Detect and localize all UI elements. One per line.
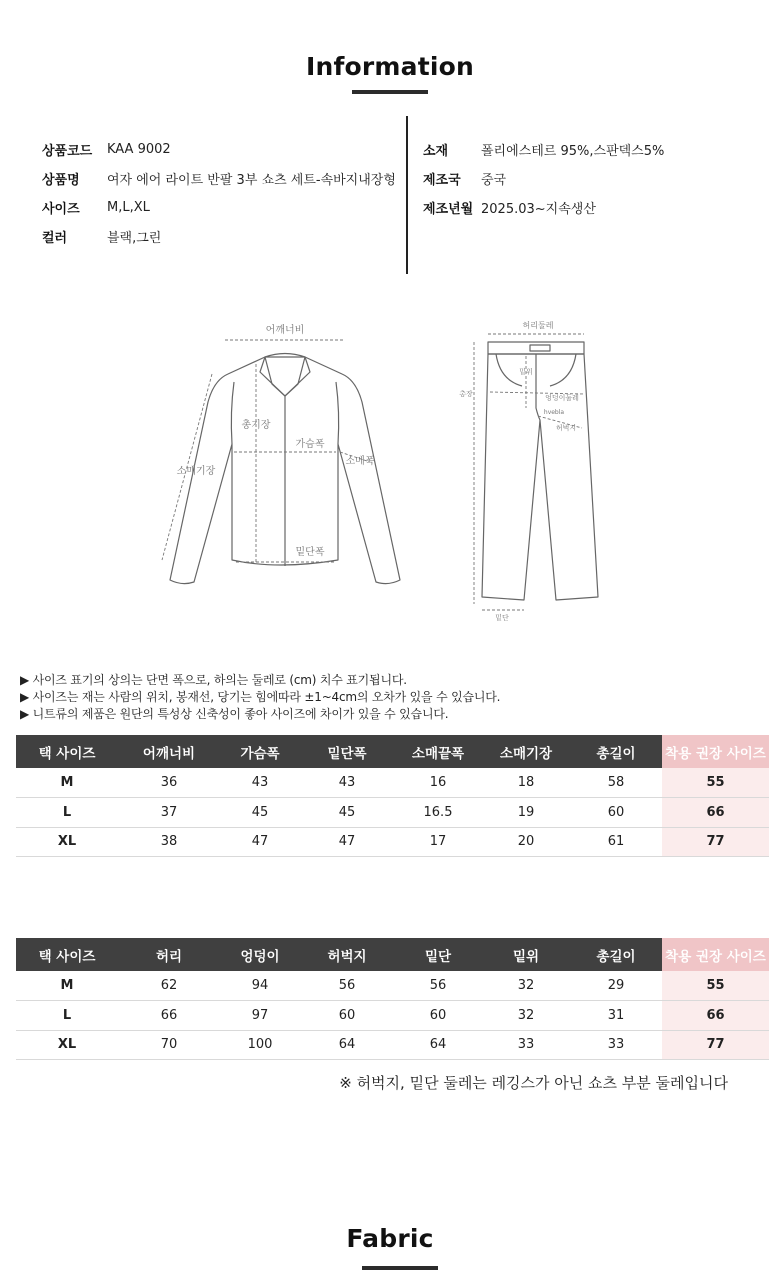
table-cell-recommended: 55 <box>662 768 769 798</box>
table-cell: M <box>16 971 118 1001</box>
bottom-size-table <box>16 938 769 1060</box>
info-value: 폴리에스테르 95%,스판덱스5% <box>481 144 665 159</box>
pants-measurement-diagram <box>452 312 612 622</box>
table-cell-recommended: 66 <box>662 1001 769 1031</box>
table-cell: 64 <box>300 1030 394 1060</box>
table-cell: 33 <box>570 1030 662 1060</box>
size-notes <box>20 672 500 723</box>
table-cell: 61 <box>570 827 662 857</box>
table-cell: 47 <box>300 827 394 857</box>
table-cell: 18 <box>482 768 570 798</box>
header-hem: 밑단폭 <box>300 735 394 768</box>
info-row-product-code <box>42 135 396 164</box>
table-cell: 70 <box>118 1030 220 1060</box>
table-row <box>16 798 769 828</box>
table-header-row <box>16 938 769 971</box>
table-cell: 58 <box>570 768 662 798</box>
header-waist: 허리 <box>118 938 220 971</box>
header-thigh: 허벅지 <box>300 938 394 971</box>
table-row <box>16 1030 769 1060</box>
table-row <box>16 971 769 1001</box>
info-row-product-name <box>42 164 396 193</box>
note-line: ▶ 니트류의 제품은 원단의 특성상 신축성이 좋아 사이즈에 차이가 있을 수 있습니다. <box>20 707 449 721</box>
product-info-left <box>42 135 396 251</box>
table-cell: 56 <box>300 971 394 1001</box>
table-cell: 64 <box>394 1030 482 1060</box>
table-cell: 17 <box>394 827 482 857</box>
product-info-right <box>423 135 664 222</box>
table-cell: 66 <box>118 1001 220 1031</box>
info-key: 제조국 <box>423 173 461 188</box>
table-cell-recommended: 55 <box>662 971 769 1001</box>
table-cell: 62 <box>118 971 220 1001</box>
header-total-length: 총길이 <box>570 938 662 971</box>
table-header-row <box>16 735 769 768</box>
sleeve-length-label: 소매기장 <box>176 466 216 477</box>
info-row-color <box>42 222 396 251</box>
info-value: 2025.03~지속생산 <box>481 202 596 217</box>
table-cell: 60 <box>394 1001 482 1031</box>
info-value: M,L,XL <box>107 200 150 215</box>
info-value: KAA 9002 <box>107 142 171 157</box>
header-tag-size: 택 사이즈 <box>16 735 118 768</box>
header-hem: 밑단 <box>394 938 482 971</box>
table-cell: 37 <box>118 798 220 828</box>
note-line: ▶ 사이즈 표기의 상의는 단면 폭으로, 하의는 둘레로 (cm) 치수 표기됩니다. <box>20 673 407 687</box>
shoulder-label: 어깨너비 <box>265 325 305 336</box>
header-shoulder: 어깨너비 <box>118 735 220 768</box>
table-cell: 56 <box>394 971 482 1001</box>
table-row <box>16 1001 769 1031</box>
waist-label: 허리둘레 <box>522 321 554 330</box>
table-cell: 94 <box>220 971 300 1001</box>
table-cell: 97 <box>220 1001 300 1031</box>
table-cell: 43 <box>300 768 394 798</box>
info-divider <box>406 116 408 274</box>
info-row-country <box>423 164 664 193</box>
table-cell: 43 <box>220 768 300 798</box>
thigh-label: 허벅지 <box>555 424 577 432</box>
table-cell: L <box>16 1001 118 1031</box>
table-cell: M <box>16 768 118 798</box>
table-cell-recommended: 77 <box>662 827 769 857</box>
table-cell: 45 <box>220 798 300 828</box>
fabric-title-underline <box>362 1266 438 1270</box>
header-total-length: 총길이 <box>570 735 662 768</box>
table-cell: 19 <box>482 798 570 828</box>
table-cell: L <box>16 798 118 828</box>
header-chest: 가슴폭 <box>220 735 300 768</box>
info-row-manufacture-date <box>423 193 664 222</box>
total-length-label: 총기장 <box>241 420 271 431</box>
table-cell: 45 <box>300 798 394 828</box>
info-key: 소재 <box>423 144 449 159</box>
fabric-title: Fabric <box>346 1224 434 1253</box>
thigh-small-label: hvebla <box>543 409 565 416</box>
note-line: ▶ 사이즈는 재는 사람의 위치, 봉재선, 당기는 힘에따라 ±1~4cm의 오차가 있을 수 있습니다. <box>20 690 501 704</box>
header-sleeve-length: 소매기장 <box>482 735 570 768</box>
info-key: 상품코드 <box>42 144 93 159</box>
info-key: 사이즈 <box>42 202 80 217</box>
table-cell: 60 <box>570 798 662 828</box>
table-cell: 32 <box>482 971 570 1001</box>
header-tag-size: 택 사이즈 <box>16 938 118 971</box>
table-cell-recommended: 66 <box>662 798 769 828</box>
table-row <box>16 768 769 798</box>
hem-label: 밑단폭 <box>295 547 325 558</box>
header-recommended-size: 착용 권장 사이즈 <box>662 735 769 768</box>
table-cell: 16.5 <box>394 798 482 828</box>
information-title-underline <box>352 90 428 94</box>
info-value: 블랙,그린 <box>107 231 162 246</box>
info-row-size <box>42 193 396 222</box>
table-cell: 33 <box>482 1030 570 1060</box>
table-cell: XL <box>16 1030 118 1060</box>
pants-total-length-label: 총장 <box>459 390 473 398</box>
table-cell: 36 <box>118 768 220 798</box>
table-cell: 60 <box>300 1001 394 1031</box>
table-cell: 32 <box>482 1001 570 1031</box>
table-cell: 29 <box>570 971 662 1001</box>
table-row <box>16 827 769 857</box>
table-cell: 100 <box>220 1030 300 1060</box>
table-cell: 20 <box>482 827 570 857</box>
table-cell: 31 <box>570 1001 662 1031</box>
table-cell: 16 <box>394 768 482 798</box>
info-key: 제조년월 <box>423 202 474 217</box>
header-hip: 엉덩이 <box>220 938 300 971</box>
chest-label: 가슴폭 <box>295 439 325 450</box>
header-sleeve-cuff: 소매끝폭 <box>394 735 482 768</box>
table-cell: 47 <box>220 827 300 857</box>
sleeve-cuff-label: 소매폭 <box>345 456 375 467</box>
shirt-measurement-diagram <box>150 312 410 602</box>
info-key: 컬러 <box>42 231 68 246</box>
information-title: Information <box>305 52 475 81</box>
table-cell: 38 <box>118 827 220 857</box>
header-recommended-size: 착용 권장 사이즈 <box>662 938 769 971</box>
hip-label: 엉덩이둘레 <box>545 394 579 402</box>
pants-hem-label: 밑단 <box>495 614 509 622</box>
shorts-footnote: ※ 허벅지, 밑단 둘레는 레깅스가 아닌 쇼츠 부분 둘레입니다 <box>339 1074 728 1092</box>
rise-label: 밑위 <box>519 368 533 376</box>
info-row-material <box>423 135 664 164</box>
header-rise: 밑위 <box>482 938 570 971</box>
top-size-table <box>16 735 769 857</box>
table-cell-recommended: 77 <box>662 1030 769 1060</box>
info-value: 중국 <box>481 173 507 188</box>
info-key: 상품명 <box>42 173 80 188</box>
table-cell: XL <box>16 827 118 857</box>
info-value: 여자 에어 라이트 반팔 3부 쇼츠 세트-속바지내장형 <box>107 173 396 188</box>
